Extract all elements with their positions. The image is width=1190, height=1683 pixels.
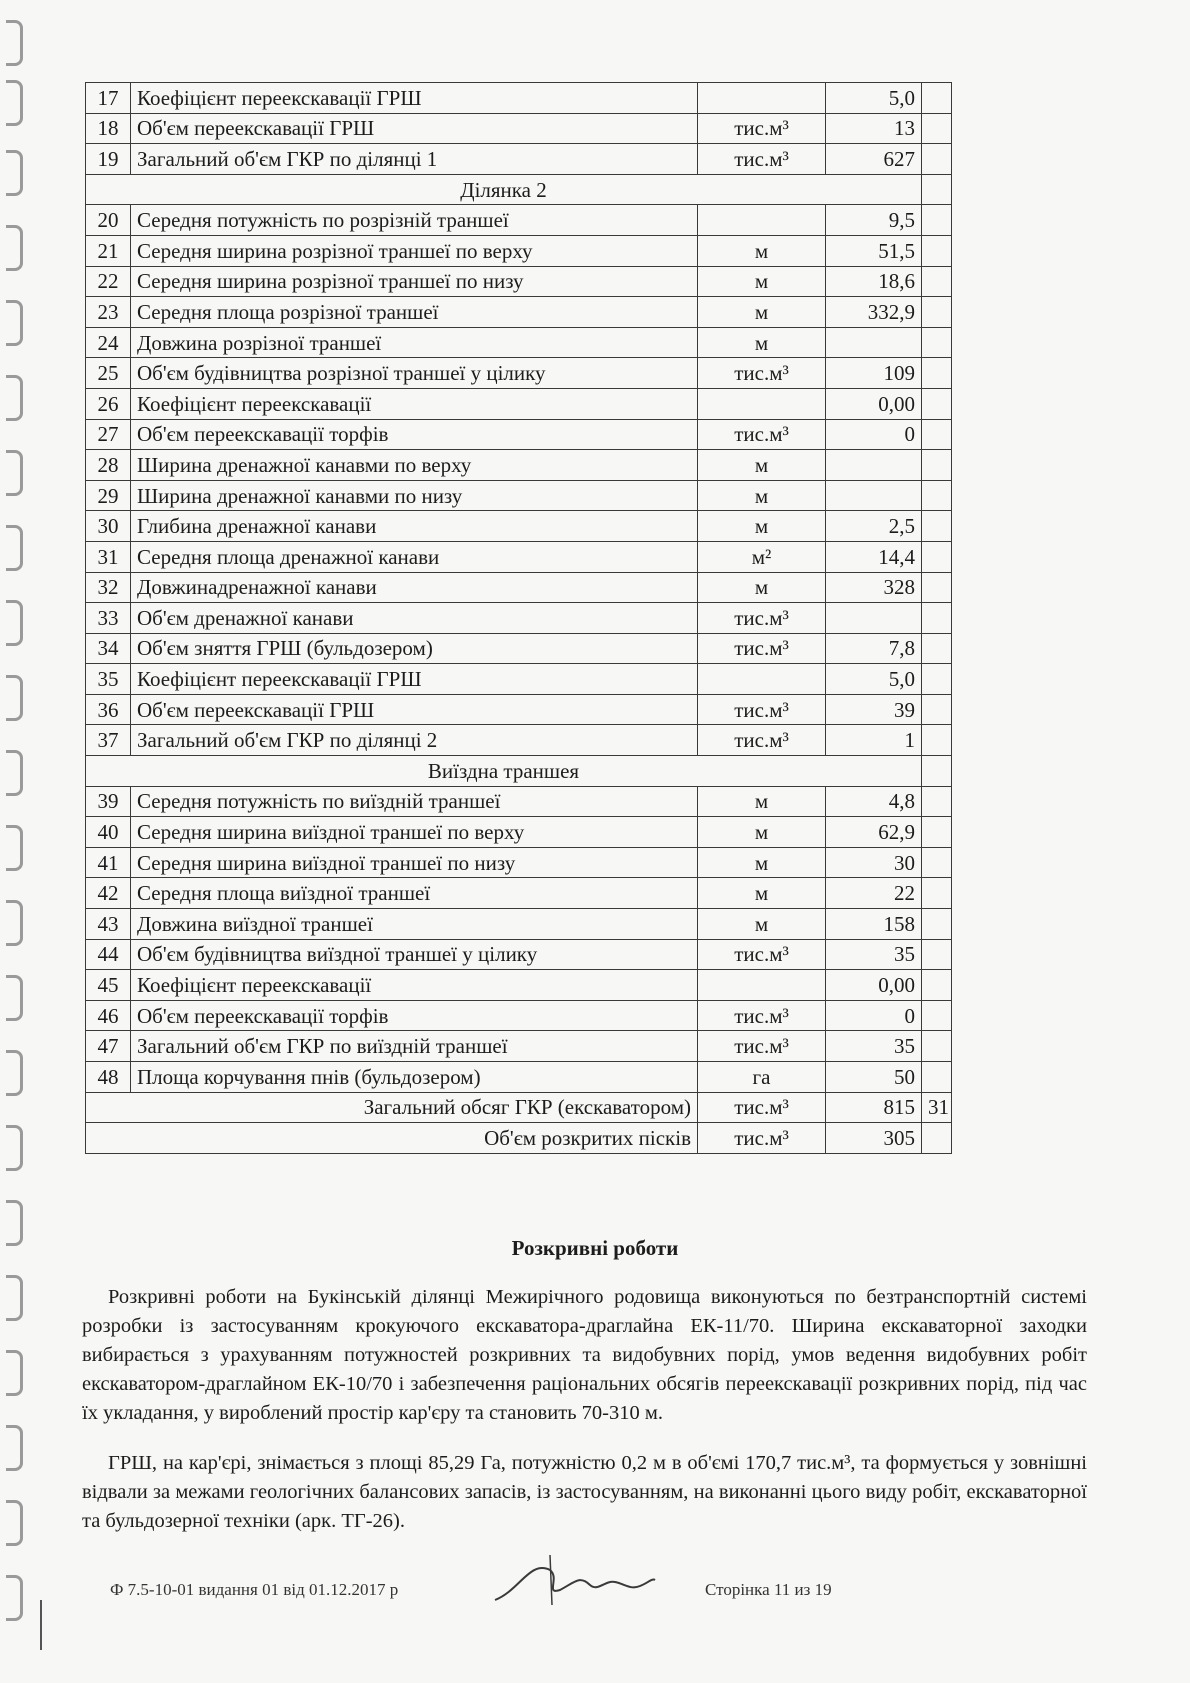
row-name: Загальний об'єм ГКР по ділянці 1 xyxy=(131,144,698,175)
table-row xyxy=(86,1000,952,1031)
row-name: Об'єм будівництва виїздної траншеї у цiлику xyxy=(131,939,698,970)
row-name: Середня ширина виїздної траншеї по низу xyxy=(131,847,698,878)
table-row xyxy=(86,847,952,878)
table-row xyxy=(86,817,952,848)
row-value: 35 xyxy=(826,1031,922,1062)
row-unit: тис.м³ xyxy=(698,939,826,970)
row-value: 4,8 xyxy=(826,786,922,817)
row-unit: тис.м³ xyxy=(698,419,826,450)
row-unit: м xyxy=(698,847,826,878)
row-name: Коефіцієнт переекскавації ГРШ xyxy=(131,83,698,114)
row-name: Середня ширина розрізної траншеї по верху xyxy=(131,235,698,266)
row-name: Довжина виїздної траншеї xyxy=(131,909,698,940)
table-row xyxy=(86,450,952,481)
table-row xyxy=(86,327,952,358)
row-unit: м xyxy=(698,327,826,358)
row-unit: тис.м³ xyxy=(698,1031,826,1062)
row-value: 328 xyxy=(826,572,922,603)
row-value: 1 xyxy=(826,725,922,756)
row-number: 27 xyxy=(86,419,131,450)
row-value: 5,0 xyxy=(826,664,922,695)
binding-rings xyxy=(0,0,40,1683)
row-name: Об'єм будівництва розрізної траншеї у цiлику xyxy=(131,358,698,389)
row-name: Коефіцієнт переекскавації xyxy=(131,970,698,1001)
parameters-table xyxy=(85,82,952,1154)
table-row xyxy=(86,144,952,175)
row-name: Об'єм переекскавації ГРШ xyxy=(131,113,698,144)
row-unit: м² xyxy=(698,541,826,572)
row-value: 5,0 xyxy=(826,83,922,114)
row-value: 30 xyxy=(826,847,922,878)
row-value: 0 xyxy=(826,419,922,450)
row-value: 332,9 xyxy=(826,297,922,328)
row-number: 19 xyxy=(86,144,131,175)
row-unit: м xyxy=(698,572,826,603)
row-value: 18,6 xyxy=(826,266,922,297)
rows-plot-2 xyxy=(86,205,952,756)
total-unit: тис.м³ xyxy=(698,1092,826,1123)
row-number: 30 xyxy=(86,511,131,542)
row-number: 42 xyxy=(86,878,131,909)
table-row xyxy=(86,419,952,450)
row-number: 17 xyxy=(86,83,131,114)
row-number: 40 xyxy=(86,817,131,848)
row-value: 0,00 xyxy=(826,970,922,1001)
row-unit xyxy=(698,970,826,1001)
table-row xyxy=(86,939,952,970)
row-number: 23 xyxy=(86,297,131,328)
row-number: 25 xyxy=(86,358,131,389)
row-value: 50 xyxy=(826,1062,922,1093)
row-name: Загальний об'єм ГКР по ділянці 2 xyxy=(131,725,698,756)
row-name: Загальний об'єм ГКР по виїздній траншеї xyxy=(131,1031,698,1062)
row-value: 0 xyxy=(826,1000,922,1031)
section-row xyxy=(86,174,952,205)
row-unit: тис.м³ xyxy=(698,358,826,389)
total-unit: тис.м³ xyxy=(698,1123,826,1154)
row-value: 627 xyxy=(826,144,922,175)
row-unit: м xyxy=(698,235,826,266)
row-number: 31 xyxy=(86,541,131,572)
table-row xyxy=(86,878,952,909)
row-unit xyxy=(698,388,826,419)
row-number: 22 xyxy=(86,266,131,297)
table-row xyxy=(86,664,952,695)
row-unit: тис.м³ xyxy=(698,113,826,144)
table-row xyxy=(86,694,952,725)
row-value: 9,5 xyxy=(826,205,922,236)
row-name: Об'єм зняття ГРШ (бульдозером) xyxy=(131,633,698,664)
row-unit: га xyxy=(698,1062,826,1093)
row-unit: тис.м³ xyxy=(698,694,826,725)
row-name: Площа корчування пнів (бульдозером) xyxy=(131,1062,698,1093)
row-name: Середня потужність по розрізній траншеї xyxy=(131,205,698,236)
table-row xyxy=(86,541,952,572)
row-unit: м xyxy=(698,786,826,817)
row-name: Середня площа виїздної траншеї xyxy=(131,878,698,909)
row-name: Довжинадренажної канави xyxy=(131,572,698,603)
row-number: 18 xyxy=(86,113,131,144)
row-unit: тис.м³ xyxy=(698,725,826,756)
total-label: Об'єм розкритих пісків xyxy=(86,1123,698,1154)
table-row xyxy=(86,358,952,389)
row-value xyxy=(826,603,922,634)
table-row xyxy=(86,786,952,817)
table-row xyxy=(86,235,952,266)
row-name: Об'єм переекскавації ГРШ xyxy=(131,694,698,725)
section-row xyxy=(86,756,952,787)
rows-exit-trench xyxy=(86,786,952,1092)
row-number: 43 xyxy=(86,909,131,940)
section-title: Ділянка 2 xyxy=(86,174,922,205)
table-row xyxy=(86,113,952,144)
row-number: 37 xyxy=(86,725,131,756)
table-row xyxy=(86,83,952,114)
row-value: 62,9 xyxy=(826,817,922,848)
row-unit: м xyxy=(698,450,826,481)
row-number: 21 xyxy=(86,235,131,266)
row-value: 35 xyxy=(826,939,922,970)
total-row xyxy=(86,1092,952,1123)
row-name: Ширина дренажної канавми по верху xyxy=(131,450,698,481)
total-extra: 31 xyxy=(922,1092,952,1123)
table-row xyxy=(86,970,952,1001)
signature-icon xyxy=(490,1550,660,1610)
row-number: 29 xyxy=(86,480,131,511)
row-name: Середня потужність по виїздній траншеї xyxy=(131,786,698,817)
row-number: 36 xyxy=(86,694,131,725)
total-label: Загальний обсяг ГКР (екскаватором) xyxy=(86,1092,698,1123)
row-name: Середня ширина розрізної траншеї по низу xyxy=(131,266,698,297)
row-value: 109 xyxy=(826,358,922,389)
row-value: 158 xyxy=(826,909,922,940)
table-row xyxy=(86,603,952,634)
row-unit: м xyxy=(698,878,826,909)
table-row xyxy=(86,909,952,940)
row-number: 48 xyxy=(86,1062,131,1093)
row-unit: м xyxy=(698,480,826,511)
row-number: 32 xyxy=(86,572,131,603)
table-row xyxy=(86,388,952,419)
row-name: Об'єм переекскавації торфів xyxy=(131,419,698,450)
section-heading: Розкривні роботи xyxy=(511,1236,679,1260)
row-unit xyxy=(698,205,826,236)
row-value xyxy=(826,480,922,511)
row-number: 39 xyxy=(86,786,131,817)
row-unit: тис.м³ xyxy=(698,144,826,175)
row-unit: м xyxy=(698,266,826,297)
table-row xyxy=(86,266,952,297)
row-name: Ширина дренажної канавми по низу xyxy=(131,480,698,511)
row-value: 0,00 xyxy=(826,388,922,419)
row-number: 45 xyxy=(86,970,131,1001)
total-row xyxy=(86,1123,952,1154)
row-value: 51,5 xyxy=(826,235,922,266)
table-row xyxy=(86,572,952,603)
row-name: Коефіцієнт переекскавації xyxy=(131,388,698,419)
footer-page-number: Сторінка 11 из 19 xyxy=(705,1580,832,1599)
total-value: 305 xyxy=(826,1123,922,1154)
row-number: 24 xyxy=(86,327,131,358)
row-value xyxy=(826,327,922,358)
paragraph: Розкривні роботи на Букінській ділянці Межирічного родовища виконуються по безтранспортній системі розробки із застосуванням крокуючого екскаватора-драглайна ЕК-11/70. Ширина екскаваторної заходки вибирається з урахуванням потужностей розкривних та видобувних порід, умов ведення видобувних робіт екскаватором-драглайном ЕК-10/70 і забезпечення раціональних обсягів переекскавації розкривних порід, під час їх укладання, у вироблений простір кар'єру та становить 70-310 м. xyxy=(82,1286,1087,1424)
row-number: 46 xyxy=(86,1000,131,1031)
row-name: Середня площа розрізної траншеї xyxy=(131,297,698,328)
row-value: 13 xyxy=(826,113,922,144)
table-row xyxy=(86,297,952,328)
row-name: Глибина дренажної канави xyxy=(131,511,698,542)
row-number: 34 xyxy=(86,633,131,664)
row-value: 7,8 xyxy=(826,633,922,664)
row-value: 22 xyxy=(826,878,922,909)
row-unit: тис.м³ xyxy=(698,633,826,664)
row-unit: м xyxy=(698,817,826,848)
row-name: Довжина розрізної траншеї xyxy=(131,327,698,358)
table-row xyxy=(86,1031,952,1062)
row-number: 35 xyxy=(86,664,131,695)
footer-form-code: Ф 7.5-10-01 видання 01 від 01.12.2017 р xyxy=(110,1580,399,1599)
row-name: Середня ширина виїздної траншеї по верху xyxy=(131,817,698,848)
divider xyxy=(40,1600,62,1650)
row-number: 20 xyxy=(86,205,131,236)
row-value: 39 xyxy=(826,694,922,725)
section-title: Виїздна траншея xyxy=(86,756,922,787)
row-value xyxy=(826,450,922,481)
row-number: 41 xyxy=(86,847,131,878)
row-value: 2,5 xyxy=(826,511,922,542)
row-unit: тис.м³ xyxy=(698,1000,826,1031)
row-number: 28 xyxy=(86,450,131,481)
row-unit: м xyxy=(698,511,826,542)
row-value: 14,4 xyxy=(826,541,922,572)
row-name: Коефіцієнт переекскавації ГРШ xyxy=(131,664,698,695)
rows-plot-1 xyxy=(86,83,952,175)
table-row xyxy=(86,633,952,664)
table-row xyxy=(86,1062,952,1093)
paragraph: ГРШ, на кар'єрі, знімається з площі 85,29 Га, потужністю 0,2 м в об'ємі 170,7 тис.м³, та формується у зовнішні відвали за межами геологічних балансових запасів, із застосуванням, на виконанні цього виду робіт, екскаваторної та бульдозерної техніки (арк. ТГ-26). xyxy=(82,1452,1087,1532)
row-unit: м xyxy=(698,297,826,328)
row-unit xyxy=(698,664,826,695)
table-row xyxy=(86,511,952,542)
row-number: 33 xyxy=(86,603,131,634)
table-row xyxy=(86,725,952,756)
row-number: 47 xyxy=(86,1031,131,1062)
row-unit: м xyxy=(698,909,826,940)
row-name: Об'єм переекскавації торфів xyxy=(131,1000,698,1031)
table-row xyxy=(86,205,952,236)
row-unit xyxy=(698,83,826,114)
row-name: Об'єм дренажної канави xyxy=(131,603,698,634)
row-name: Середня площа дренажної канави xyxy=(131,541,698,572)
total-value: 815 xyxy=(826,1092,922,1123)
table-row xyxy=(86,480,952,511)
row-number: 44 xyxy=(86,939,131,970)
row-number: 26 xyxy=(86,388,131,419)
row-unit: тис.м³ xyxy=(698,603,826,634)
